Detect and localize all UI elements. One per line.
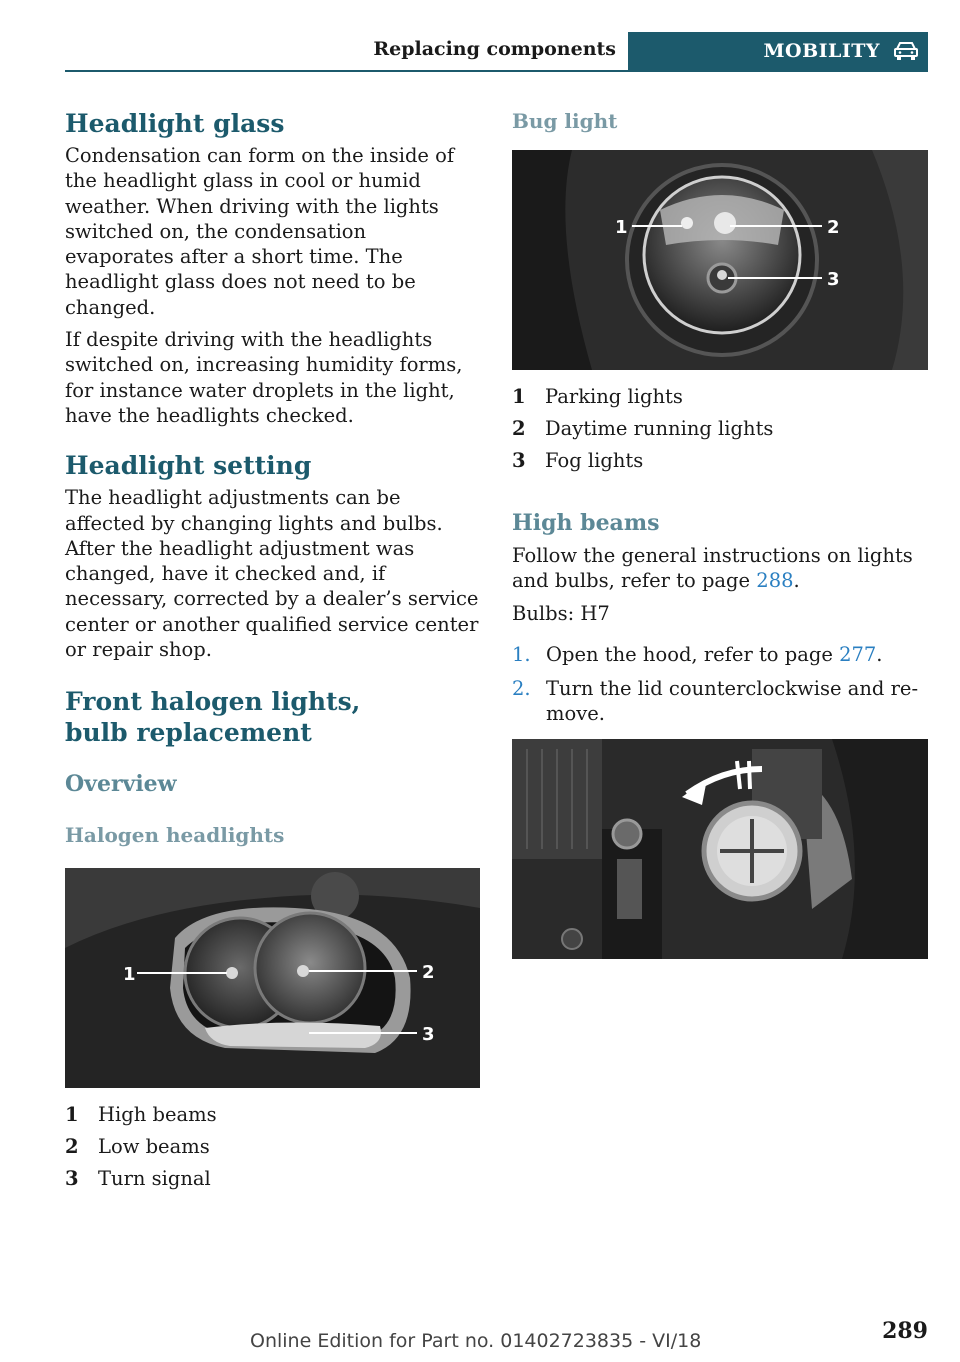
bug-light-image: [512, 150, 928, 370]
edition-footer: Online Edition for Part no. 01402723835 - VI/18: [250, 1330, 702, 1352]
page-header: [65, 32, 928, 72]
page-link-288[interactable]: 288: [756, 569, 794, 593]
section-title: Replacing components: [373, 38, 616, 60]
left-column: [65, 100, 480, 1195]
engine-bay-image: [512, 739, 928, 959]
high-beams-paragraph: Follow the general instructions on lights and bulbs, refer to page 288.: [512, 544, 913, 593]
legend-item: 3 Fog lights: [512, 449, 644, 472]
bug-callout-3: 3: [827, 269, 840, 290]
heading-halogen-replacement: Front halogen lights, bulb replacement: [65, 687, 361, 748]
legend-item: 3 Turn signal: [65, 1167, 211, 1191]
right-column: [512, 100, 928, 959]
chapter-title: MOBILITY: [763, 40, 880, 62]
heading-high-beams: High beams: [512, 510, 660, 536]
step-item: 2. Turn the lid counterclockwise and re‐move.: [512, 677, 919, 726]
heading-headlight-setting: Headlight setting: [65, 451, 312, 481]
step-item: 1. Open the hood, refer to page 277.: [512, 642, 883, 666]
page-link-277[interactable]: 277: [839, 642, 877, 666]
halogen-callout-2: 2: [422, 962, 435, 984]
legend-item: 1 High beams: [65, 1103, 217, 1127]
glass-paragraph-2: If despite driving with the headlights switched on, increasing humidity forms, for instance water droplets in the light, have the headlights checked.: [65, 328, 463, 427]
halogen-callout-1: 1: [123, 964, 136, 986]
heading-headlight-glass: Headlight glass: [65, 109, 285, 138]
heading-bug-light: Bug light: [512, 109, 618, 133]
halogen-legend: [65, 1099, 480, 1195]
car-icon: [892, 40, 920, 62]
chapter-tab[interactable]: [628, 32, 928, 70]
legend-item: 2 Low beams: [65, 1135, 210, 1159]
halogen-callout-3: 3: [422, 1024, 435, 1046]
high-beams-steps: [512, 642, 928, 727]
heading-halogen-headlights: Halogen headlights: [65, 823, 285, 848]
legend-item: 1 Parking lights: [512, 385, 683, 408]
bulbs-text: Bulbs: H7: [512, 601, 610, 625]
bug-callout-2: 2: [827, 217, 840, 238]
bug-callout-1: 1: [615, 217, 628, 238]
page-number: 289: [882, 1318, 928, 1344]
heading-overview: Overview: [65, 771, 177, 798]
bug-light-legend: [512, 381, 928, 477]
setting-paragraph-1: The headlight adjustments can be affected by changing lights and bulbs. After the headlight adjustment was changed, have it checked and, if necessary, corrected by a dealer’s service center or another qualified service center or repair shop.: [65, 486, 479, 662]
legend-item: 2 Daytime running lights: [512, 417, 774, 440]
glass-paragraph-1: Condensation can form on the inside of the headlight glass in cool or humid weather. When driving with the lights switched on, the condensation evaporates after a short time. The headlight glass does not need to be changed.: [65, 144, 455, 319]
halogen-headlight-image: [65, 868, 480, 1088]
